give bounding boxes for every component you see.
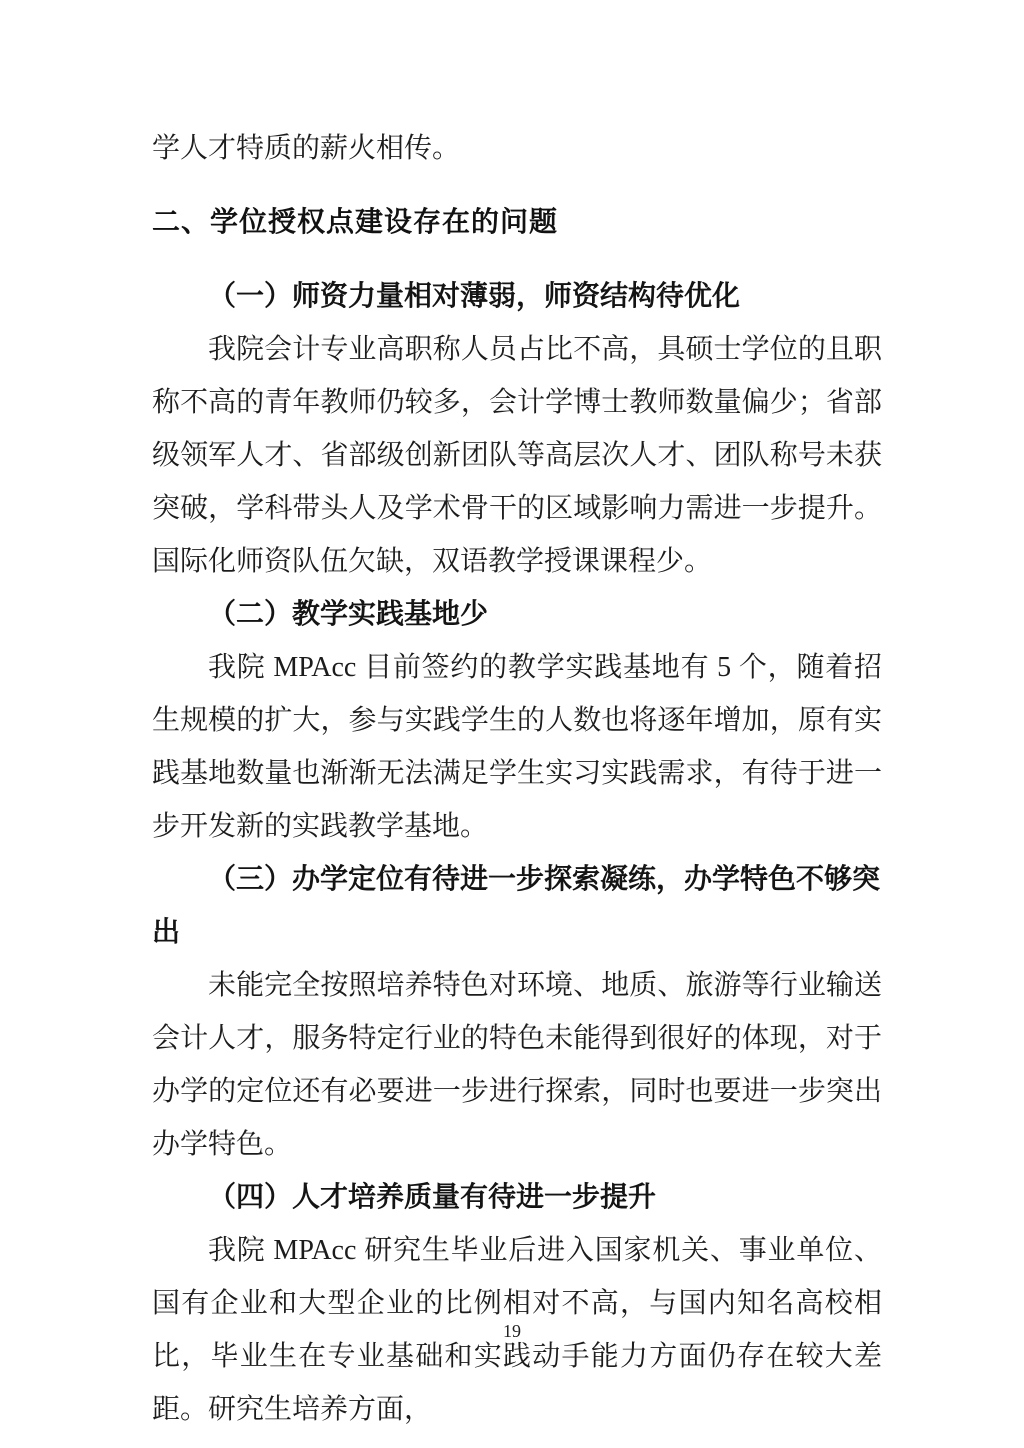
page-number: 19 bbox=[503, 1321, 521, 1341]
subsection-4 bbox=[152, 1171, 882, 1436]
subsection-1-title: （一）师资力量相对薄弱，师资结构待优化 bbox=[208, 281, 741, 312]
subsection-4-body: 我院 MPAcc 研究生毕业后进入国家机关、事业单位、国有企业和大型企业的比例相对不高，与国内知名高校相比，毕业生在专业基础和实践动手能力方面仍存在较大差距。研究生培养方面， bbox=[152, 1235, 882, 1425]
subsection-3-body: 未能完全按照培养特色对环境、地质、旅游等行业输送会计人才，服务特定行业的特色未能得到很好的体现，对于办学的定位还有必要进一步进行探索，同时也要进一步突出办学特色。 bbox=[152, 970, 882, 1160]
page-content bbox=[152, 122, 882, 1436]
subsection-3 bbox=[152, 853, 882, 1171]
subsection-3-title: （三）办学定位有待进一步探索凝练，办学特色不够突出 bbox=[152, 864, 881, 948]
subsection-2-title: （二）教学实践基地少 bbox=[208, 599, 489, 630]
section-heading-2: 二、学位授权点建设存在的问题 bbox=[152, 206, 559, 237]
carryover-paragraph-line: 学人才特质的薪火相传。 bbox=[152, 133, 461, 164]
subsection-4-title: （四）人才培养质量有待进一步提升 bbox=[208, 1182, 657, 1213]
subsection-1 bbox=[152, 270, 882, 588]
subsection-2-body: 我院 MPAcc 目前签约的教学实践基地有 5 个，随着招生规模的扩大，参与实践学生的人数也将逐年增加，原有实践基地数量也渐渐无法满足学生实习实践需求，有待于进一步开发新的实践教学基地。 bbox=[152, 652, 882, 842]
subsection-1-body: 我院会计专业高职称人员占比不高，具硕士学位的且职称不高的青年教师仍较多，会计学博士教师数量偏少；省部级领军人才、省部级创新团队等高层次人才、团队称号未获突破，学科带头人及学术骨干的区域影响力需进一步提升。国际化师资队伍欠缺，双语教学授课课程少。 bbox=[152, 334, 882, 577]
subsection-2 bbox=[152, 588, 882, 853]
